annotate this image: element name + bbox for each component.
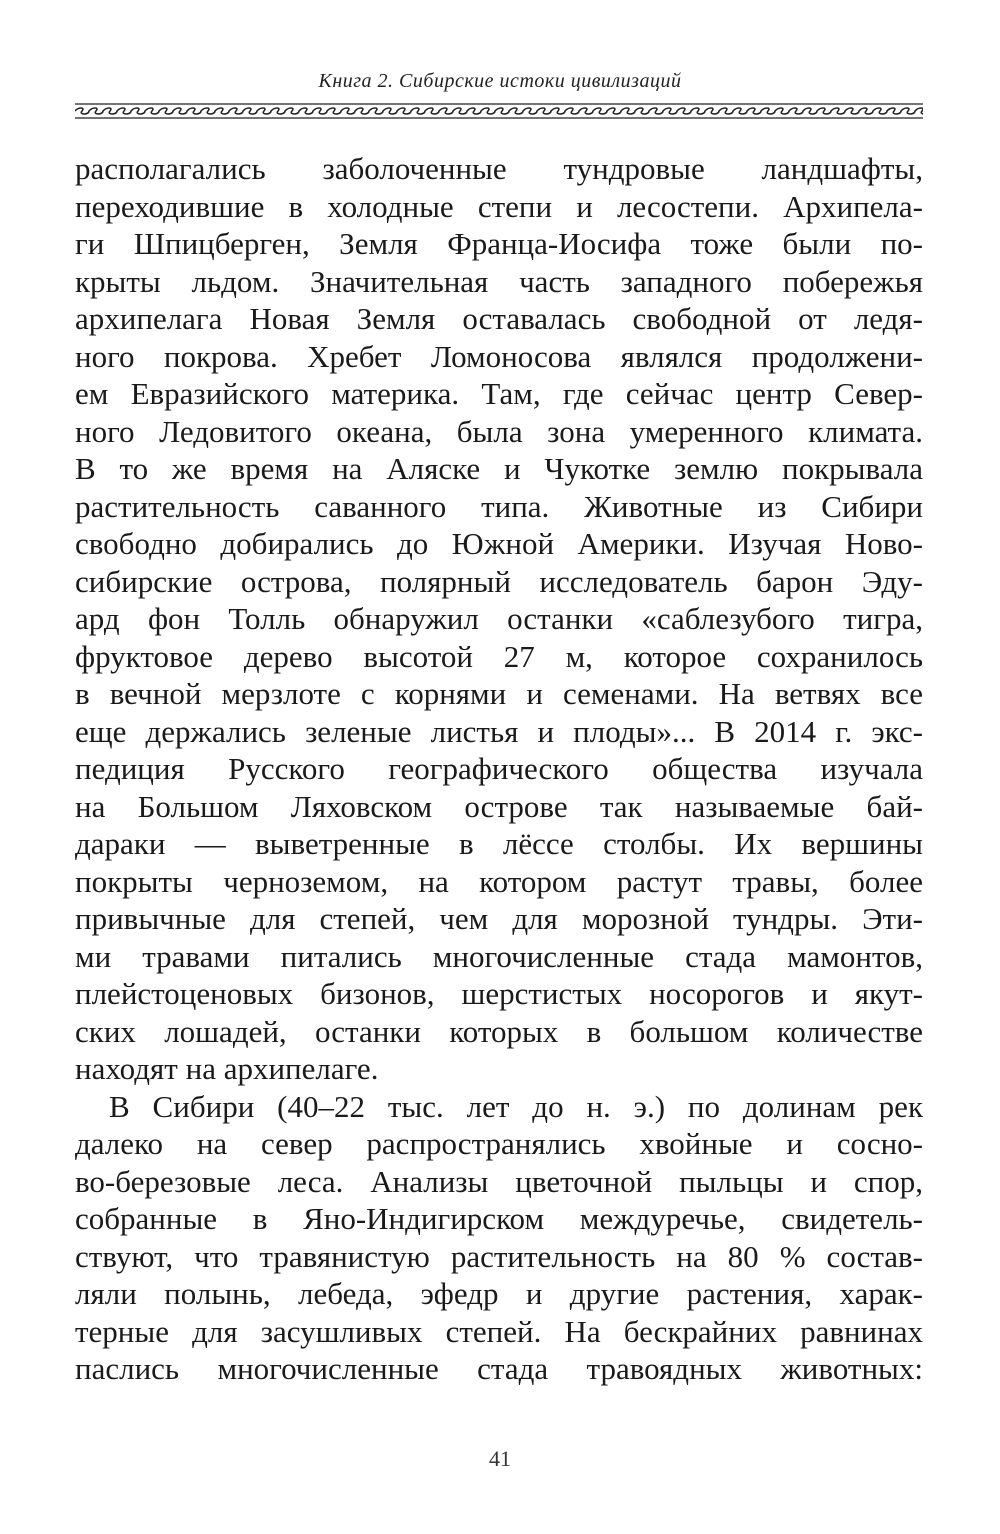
body-text — [75, 150, 923, 1388]
text-line: ских лошадей, останки которых в большом количестве — [75, 1013, 923, 1049]
text-line: на Большом Ляховском острове так называемые бай- — [75, 788, 923, 824]
ornament-divider — [75, 101, 923, 121]
text-line: ного покрова. Хребет Ломоносова являлся продолжени- — [75, 338, 923, 374]
text-line: сибирские острова, полярный исследователь барон Эду- — [75, 563, 923, 599]
text-line: собранные в Яно-Индигирском междуречье, свидетель- — [75, 1201, 923, 1236]
text-line: переходившие в холодные степи и лесостепи. Архипела- — [75, 188, 923, 224]
text-line: архипелага Новая Земля оставалась свободной от ледя- — [75, 301, 923, 336]
text-line: ем Евразийского материка. Там, где сейчас центр Север- — [75, 376, 923, 411]
text-line: в вечной мерзлоте с корнями и семенами. На ветвях все — [75, 676, 923, 711]
text-line: фруктовое дерево высотой 27 м, которое сохранилось — [75, 638, 923, 674]
text-line: ляли полынь, лебеда, эфедр и другие растения, харак- — [75, 1276, 923, 1311]
text-line: далеко на север распространялись хвойные и сосно- — [75, 1126, 923, 1161]
text-line: паслись многочисленные стада травоядных животных: — [75, 1351, 923, 1386]
text-line: ного Ледовитого океана, была зона умеренного климата. — [75, 413, 923, 449]
text-line: ствуют, что травянистую растительность на 80 % состав- — [75, 1238, 923, 1274]
text-line: крыты льдом. Значительная часть западного побережья — [75, 263, 923, 299]
text-line: ард фон Толль обнаружил останки «саблезубого тигра, — [75, 601, 923, 636]
text-line: еще держались зеленые листья и плоды»... В 2014 г. экс- — [75, 713, 923, 749]
text-line: во-березовые леса. Анализы цветочной пыльцы и спор, — [75, 1163, 923, 1199]
text-line: дараки — выветренные в лёссе столбы. Их вершины — [75, 826, 923, 861]
text-line: В то же время на Аляске и Чукотке землю покрывала — [75, 451, 923, 486]
text-line: привычные для степей, чем для морозной тундры. Эти- — [75, 901, 923, 936]
text-line: растительность саванного типа. Животные из Сибири — [75, 488, 923, 524]
text-line: покрыты черноземом, на котором растут травы, более — [75, 863, 923, 899]
text-line: ги Шпицберген, Земля Франца-Иосифа тоже были по- — [75, 226, 923, 261]
text-line: плейстоценовых бизонов, шерстистых носорогов и якут- — [75, 976, 923, 1011]
text-line: ми травами питались многочисленные стада мамонтов, — [75, 938, 923, 974]
text-line: педиция Русского географического общества изучала — [75, 751, 923, 786]
text-line: терные для засушливых степей. На бескрайних равнинах — [75, 1313, 923, 1349]
text-line: располагались заболоченные тундровые ландшафты, — [75, 151, 923, 186]
paragraph-end-line: находят на архипелаге. — [75, 1051, 379, 1086]
text-line: свободно добирались до Южной Америки. Изучая Ново- — [75, 526, 923, 561]
running-header: Книга 2. Сибирские истоки цивилизаций — [318, 70, 682, 92]
paragraph-start-line: В Сибири (40–22 тыс. лет до н. э.) по долинам рек — [109, 1088, 923, 1124]
page-number: 41 — [489, 1446, 511, 1471]
